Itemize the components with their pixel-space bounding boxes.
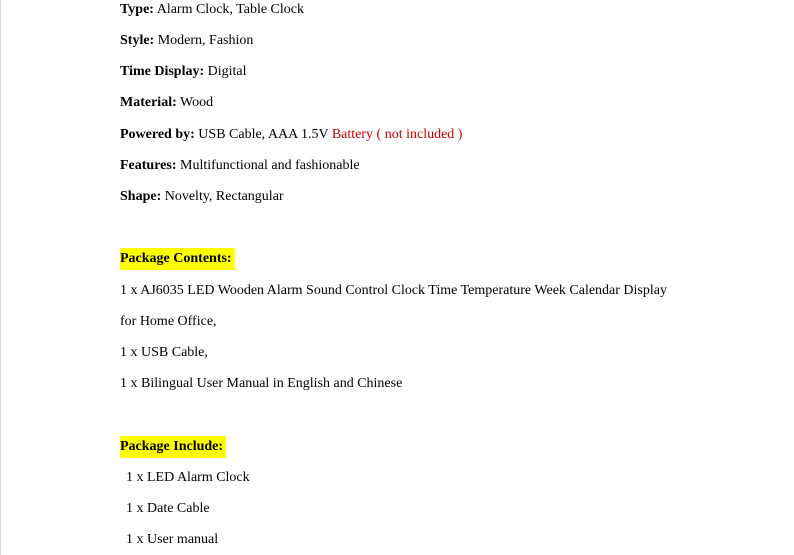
- package-include-heading: [120, 436, 226, 456]
- spec-value: Alarm Clock, Table Clock: [156, 2, 304, 17]
- spec-label: Type:: [120, 2, 154, 17]
- spec-value: Novelty, Rectangular: [164, 189, 284, 204]
- package-contents-heading: [120, 248, 235, 268]
- spec-line-type: [120, 0, 304, 20]
- list-item: 1 x Bilingual User Manual in English and Chinese: [120, 376, 403, 391]
- package-contents-item: [120, 312, 217, 332]
- spec-line-powered-by: [120, 125, 462, 145]
- package-include-item: [126, 499, 210, 519]
- highlighted-heading: Package Contents:: [120, 248, 235, 270]
- list-item: 1 x LED Alarm Clock: [126, 470, 250, 485]
- package-include-item: [126, 530, 218, 550]
- page-edge-rule: [0, 0, 1, 555]
- spec-value: USB Cable, AAA 1.5V: [198, 127, 329, 142]
- package-include-item: [126, 468, 250, 488]
- spec-label: Time Display:: [120, 64, 205, 79]
- battery-note: Battery ( not included ): [331, 127, 463, 142]
- list-item: for Home Office,: [120, 314, 217, 329]
- highlighted-heading: Package Include:: [120, 436, 226, 458]
- list-item: 1 x Date Cable: [126, 501, 210, 516]
- spec-line-time-display: [120, 62, 247, 82]
- spec-label: Shape:: [120, 189, 162, 204]
- spec-value: Multifunctional and fashionable: [180, 158, 360, 173]
- spec-value: Modern, Fashion: [157, 33, 254, 48]
- spec-label: Style:: [120, 33, 155, 48]
- list-item: 1 x User manual: [126, 532, 219, 547]
- spec-value: Wood: [180, 95, 214, 110]
- spec-label: Powered by:: [120, 127, 195, 142]
- spec-line-shape: [120, 187, 284, 207]
- spec-line-style: [120, 31, 253, 51]
- spec-label: Features:: [120, 158, 177, 173]
- package-contents-item: [120, 374, 402, 394]
- spec-value: Digital: [207, 64, 247, 79]
- list-item: 1 x USB Cable,: [120, 345, 208, 360]
- spec-label: Material:: [120, 95, 177, 110]
- spec-line-features: [120, 156, 360, 176]
- spec-line-material: [120, 93, 213, 113]
- package-contents-item: [120, 343, 208, 363]
- list-item: 1 x AJ6035 LED Wooden Alarm Sound Control Clock Time Temperature Week Calendar Display: [120, 283, 667, 298]
- package-contents-item: [120, 281, 667, 301]
